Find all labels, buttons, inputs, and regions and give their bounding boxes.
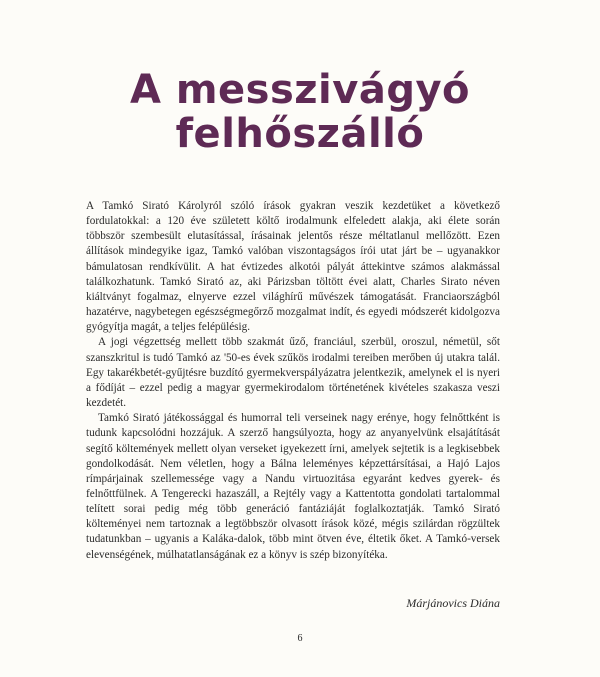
paragraph-1: A Tamkó Sirató Károlyról szóló írások gyakran veszik kezdetüket a következő fordulatokkal: a 120 éve született költő irodalmunk elfeledett alakja, aki élete során többször szembesült elutasítással, írásainak jelentős része méltatlanul mellőzött. Ezen állítások mindegyike igaz, Tamkó valóban viszontagságos írói utat járt be – ugyanakkor bámulatosan rendkívülit. A hat évtizedes alkotói pályát áttekintve számos alakmással találkozhatunk. Tamkó Sirató az, aki Párizsban töltött évei alatt, Charles Sirato néven kiáltványt fogalmaz, elnyerve ezzel világhírű művészek támogatását. Franciaországból hazatérve, nagybetegen egészségmegőrző mozgalmat indít, és egyedi módszerét kidolgozva gyógyítja magát, a teljes felépülésig. (86, 200, 500, 334)
page-number: 6 (297, 633, 303, 644)
page-title-line-2: felhőszálló (175, 111, 425, 157)
body-text (86, 199, 500, 563)
author-signature: Márjánovics Diána (406, 596, 500, 610)
paragraph-2: A jogi végzettség mellett több szakmát űző, franciául, szerbül, oroszul, németül, sőt szanszkritul is tudó Tamkó az '50-es évek szűkös irodalmi tereiben merőben új utakra talál. Egy takarékbetét-gyűjtésre buzdító gyermekverspályázatra jelentkezik, amelynek el is nyeri a fődíját – ezzel pedig a magyar gyermekirodalom történetének kivételes szakasza veszi kezdetét. (86, 336, 500, 410)
page-title-line-1: A messzivágyó (129, 67, 471, 113)
paragraph-3: Tamkó Sirató játékossággal és humorral teli verseinek nagy erénye, hogy felnőttként is tudunk kapcsolódni hozzájuk. A szerző hangsúlyozta, hogy az anyanyelvünk elsajátítását segítő költemények mellett olyan verseket igyekezett írni, amelyek sejtetik is a legkisebbek gondolkodását. Nem véletlen, hogy a Bálna leleményes képzettársításai, a Hajó Lajos rímpárjainak szellemessége vagy a Nandu virtuozitása egyaránt kedves gyerek- és felnőttfülnek. A Tengerecki hazaszáll, a Rejtély vagy a Kattentotta gondolati tartalommal telített sorai pedig még több generáció fantáziáját foglalkoztatják. Tamkó Sirató költeményei nem tartoznak a legtöbbször olvasott írások közé, mégis szilárdan rögzültek tudatunkban – ugyanis a Kaláka-dalok, több mint ötven éve, éltetik őket. A Tamkó-versek elevenségének, múlhatatlanságának ez a könyv is szép bizonyítéka. (86, 412, 500, 561)
